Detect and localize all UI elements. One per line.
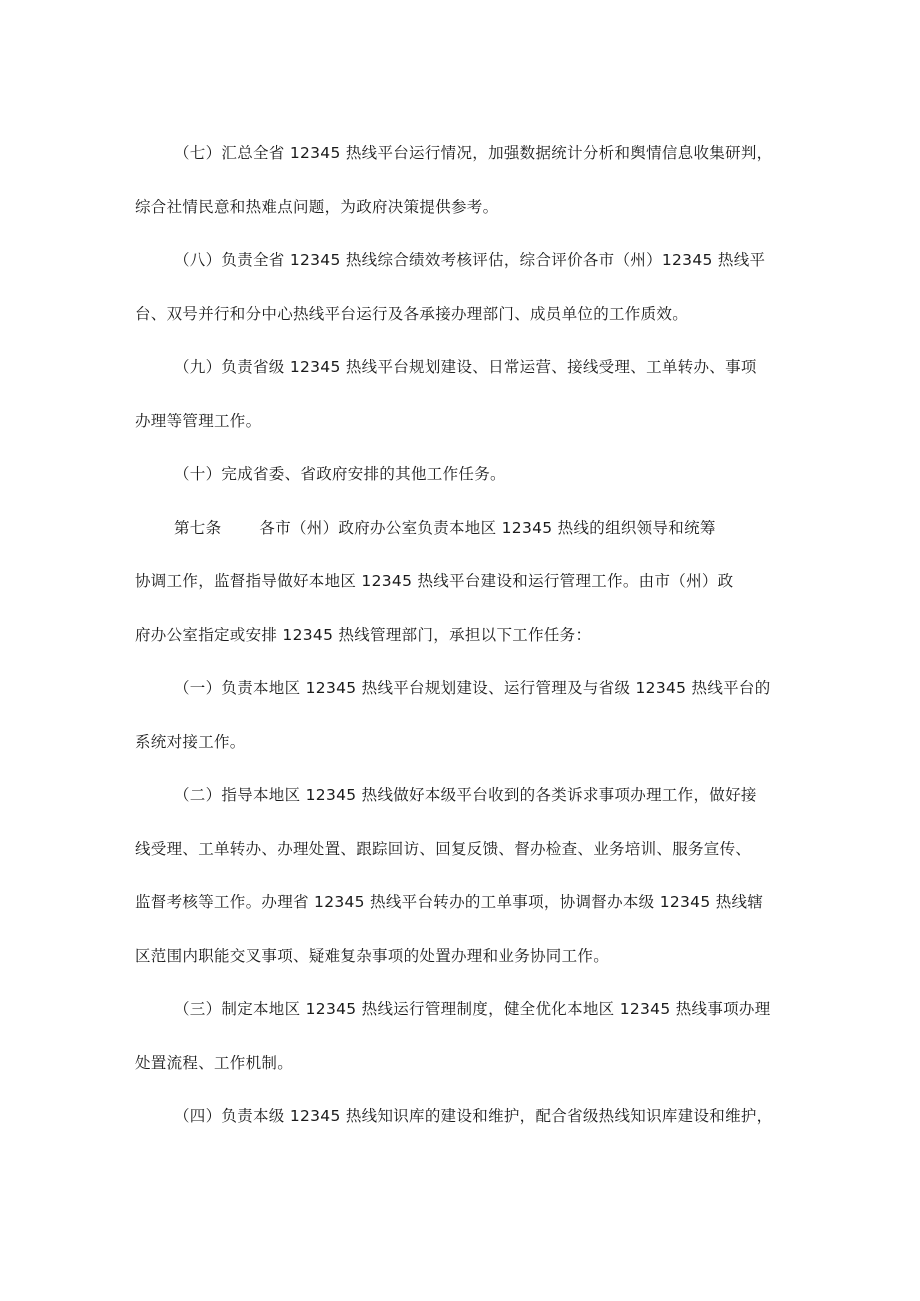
article-label: 第七条: [174, 519, 222, 537]
paragraph-line: （四）负责本级 12345 热线知识库的建设和维护，配合省级热线知识库建设和维护，: [174, 1107, 773, 1125]
paragraph-line: （三）制定本地区 12345 热线运行管理制度，健全优化本地区 12345 热线事项办理: [174, 1000, 771, 1018]
paragraph-line: （十）完成省委、省政府安排的其他工作任务。: [174, 465, 506, 483]
paragraph-line: 办理等管理工作。: [135, 412, 262, 430]
paragraph-line: 协调工作，监督指导做好本地区 12345 热线平台建设和运行管理工作。由市（州）政: [135, 572, 734, 590]
paragraph-line: 台、双号并行和分中心热线平台运行及各承接办理部门、成员单位的工作质效。: [135, 305, 689, 323]
paragraph-line: （九）负责省级 12345 热线平台规划建设、日常运营、接线受理、工单转办、事项: [174, 358, 757, 376]
paragraph-line: （一）负责本地区 12345 热线平台规划建设、运行管理及与省级 12345 热线平台的: [174, 679, 771, 697]
paragraph-line: 处置流程、工作机制。: [135, 1054, 294, 1072]
paragraph-line: （七）汇总全省 12345 热线平台运行情况，加强数据统计分析和舆情信息收集研判，: [174, 144, 773, 162]
article-heading-line: [174, 518, 716, 538]
paragraph-line: 监督考核等工作。办理省 12345 热线平台转办的工单事项，协调督办本级 12345 热线辖: [135, 893, 764, 911]
paragraph-line: 区范围内职能交叉事项、疑难复杂事项的处置办理和业务协同工作。: [135, 947, 610, 965]
paragraph-line: 综合社情民意和热难点问题，为政府决策提供参考。: [135, 198, 499, 216]
article-text: 各市（州）政府办公室负责本地区 12345 热线的组织领导和统筹: [259, 519, 716, 537]
paragraph-line: （二）指导本地区 12345 热线做好本级平台收到的各类诉求事项办理工作，做好接: [174, 786, 757, 804]
paragraph-line: 线受理、工单转办、办理处置、跟踪回访、回复反馈、督办检查、业务培训、服务宣传、: [135, 840, 752, 858]
paragraph-line: （八）负责全省 12345 热线综合绩效考核评估，综合评价各市（州）12345 热线平: [174, 251, 766, 269]
paragraph-line: 府办公室指定或安排 12345 热线管理部门，承担以下工作任务：: [135, 626, 592, 644]
paragraph-line: 系统对接工作。: [135, 733, 246, 751]
